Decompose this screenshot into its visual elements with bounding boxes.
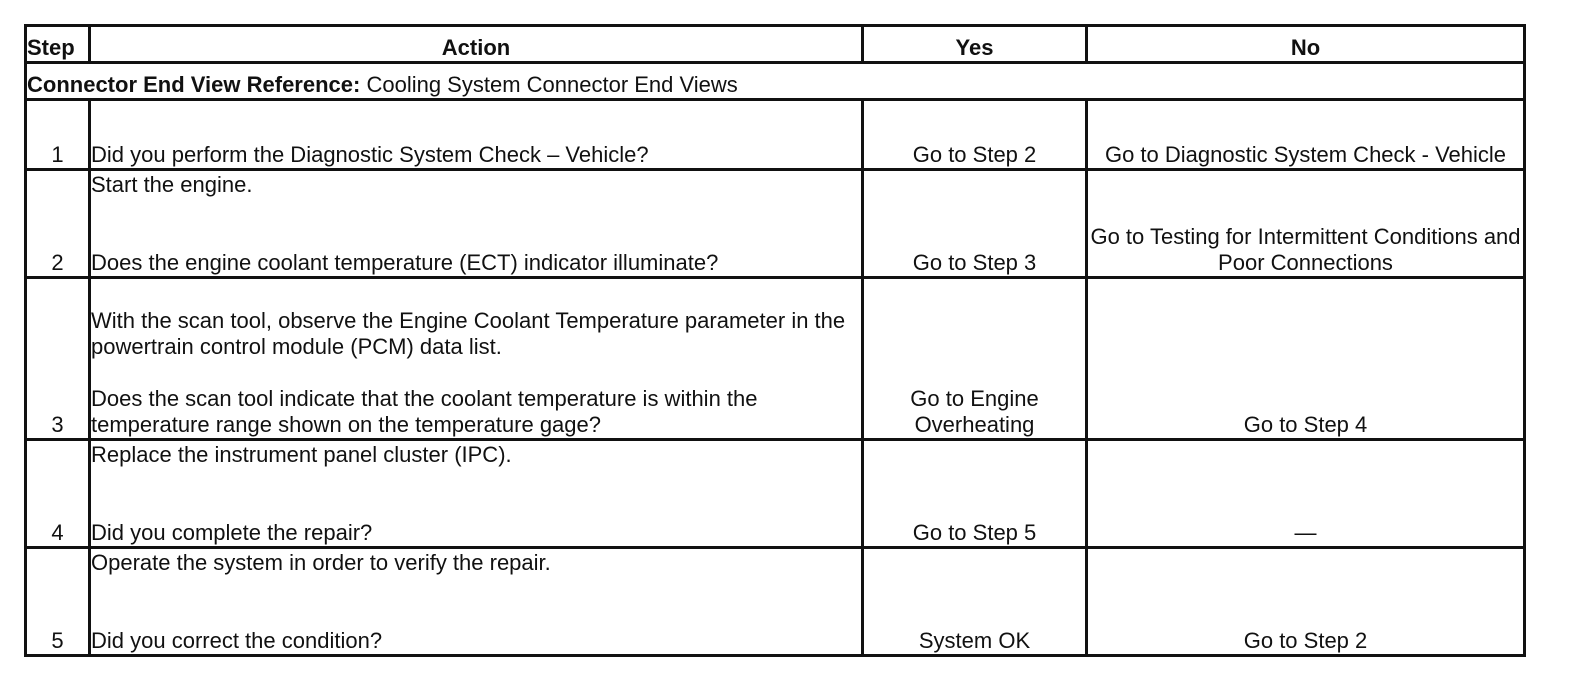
header-yes: Yes: [863, 26, 1087, 63]
yes-cell: Go to Engine Overheating: [863, 278, 1087, 440]
action-text: Operate the system in order to verify the repair.: [91, 550, 551, 575]
reference-link-text: Cooling System Connector End Views: [366, 72, 738, 97]
no-cell: —: [1087, 440, 1525, 548]
action-cell: [90, 278, 863, 440]
diagnostic-table: [24, 24, 1526, 657]
action-question: Did you complete the repair?: [91, 520, 373, 545]
yes-cell: Go to Step 2: [863, 100, 1087, 170]
header-action: Action: [90, 26, 863, 63]
no-cell: Go to Testing for Intermittent Conditions and Poor Connections: [1087, 170, 1525, 278]
yes-cell: Go to Step 5: [863, 440, 1087, 548]
header-no: No: [1087, 26, 1525, 63]
table-row: [26, 170, 1525, 278]
table-row: [26, 440, 1525, 548]
yes-cell: Go to Step 3: [863, 170, 1087, 278]
action-cell: [90, 170, 863, 278]
step-number: 5: [26, 548, 90, 656]
action-question: Did you correct the condition?: [91, 628, 383, 653]
action-text: Did you perform the Diagnostic System Check – Vehicle?: [91, 142, 649, 167]
action-text: Start the engine.: [91, 172, 253, 197]
step-number: 3: [26, 278, 90, 440]
yes-cell: System OK: [863, 548, 1087, 656]
no-cell: Go to Step 4: [1087, 278, 1525, 440]
action-question: Does the scan tool indicate that the coolant temperature is within the temperature range shown on the temperature gage?: [91, 386, 758, 437]
action-text: With the scan tool, observe the Engine Coolant Temperature parameter in the powertrain control module (PCM) data list.: [91, 308, 846, 359]
no-cell: Go to Step 2: [1087, 548, 1525, 656]
action-cell: [90, 100, 863, 170]
action-cell: [90, 548, 863, 656]
reference-row: [26, 63, 1525, 100]
step-number: 2: [26, 170, 90, 278]
header-row: [26, 26, 1525, 63]
header-step: Step: [26, 26, 90, 63]
reference-label: Connector End View Reference:: [27, 72, 361, 97]
step-number: 1: [26, 100, 90, 170]
reference-cell: [26, 63, 1525, 100]
step-number: 4: [26, 440, 90, 548]
no-cell: Go to Diagnostic System Check - Vehicle: [1087, 100, 1525, 170]
table-row: [26, 548, 1525, 656]
table-row: [26, 100, 1525, 170]
table-row: [26, 278, 1525, 440]
action-text: Replace the instrument panel cluster (IPC).: [91, 442, 512, 467]
action-question: Does the engine coolant temperature (ECT) indicator illuminate?: [91, 250, 719, 275]
action-cell: [90, 440, 863, 548]
